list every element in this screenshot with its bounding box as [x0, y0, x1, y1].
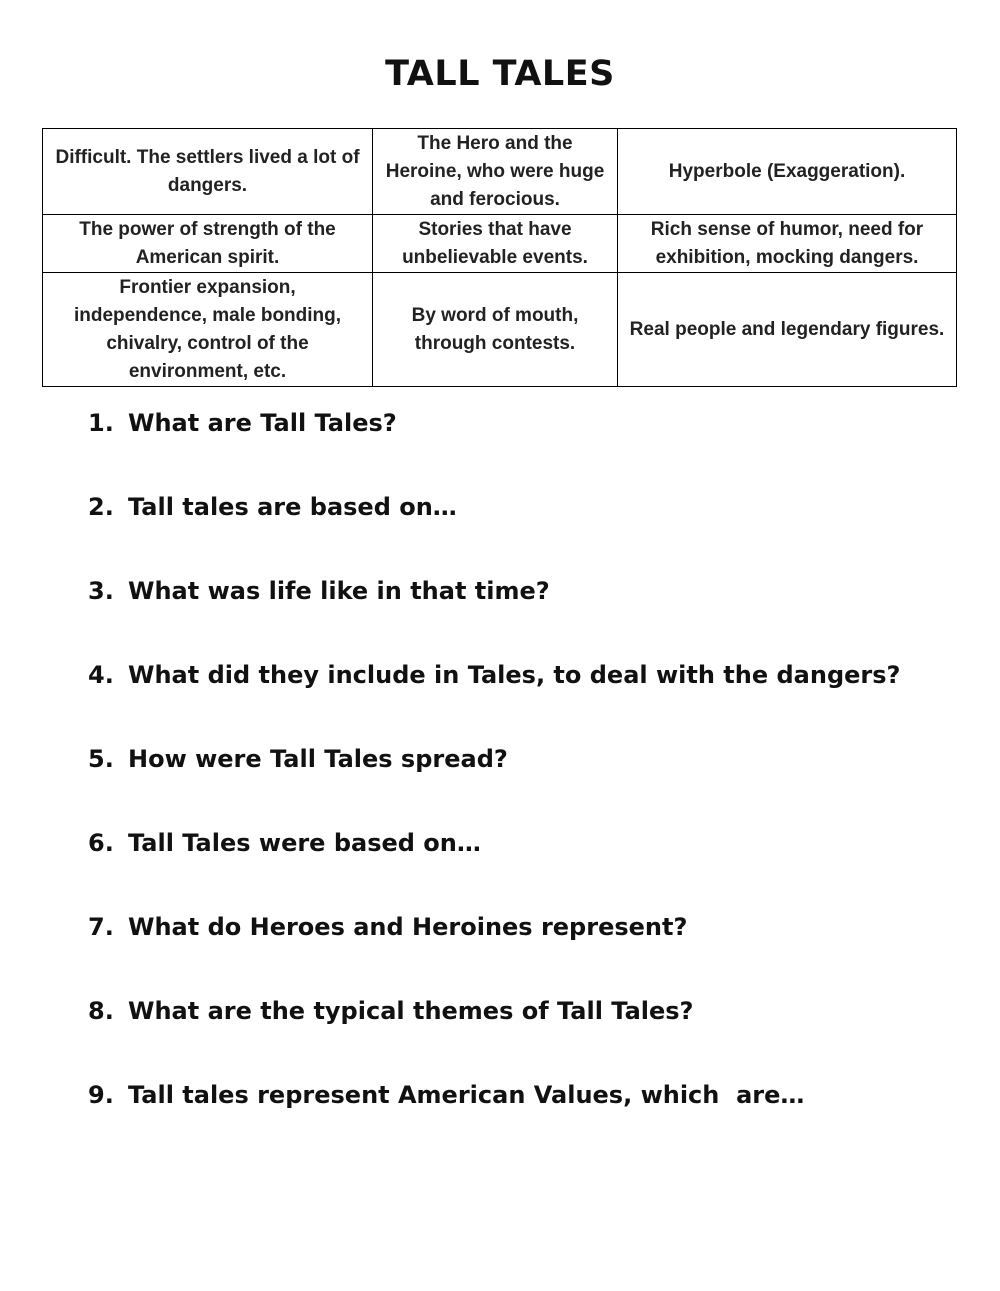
- question-item[interactable]: [88, 913, 900, 997]
- question-text: Tall tales represent American Values, which are…: [128, 1081, 805, 1109]
- answer-cell[interactable]: The Hero and the Heroine, who were huge and ferocious.: [373, 129, 618, 215]
- question-item[interactable]: [88, 493, 900, 577]
- question-item[interactable]: [88, 661, 900, 745]
- question-item[interactable]: [88, 829, 900, 913]
- question-text: Tall tales are based on…: [128, 493, 457, 521]
- question-number: 1.: [88, 409, 114, 437]
- table-row: [43, 215, 957, 273]
- answer-cell[interactable]: By word of mouth, through contests.: [373, 273, 618, 387]
- answer-cell[interactable]: Stories that have unbelievable events.: [373, 215, 618, 273]
- question-text: What do Heroes and Heroines represent?: [128, 913, 688, 941]
- question-text: What are the typical themes of Tall Tales?: [128, 997, 694, 1025]
- question-text: Tall Tales were based on…: [128, 829, 481, 857]
- question-number: 5.: [88, 745, 114, 773]
- table-row: [43, 129, 957, 215]
- question-text: What are Tall Tales?: [128, 409, 397, 437]
- answer-cell[interactable]: Difficult. The settlers lived a lot of dangers.: [43, 129, 373, 215]
- answer-cell[interactable]: Frontier expansion, independence, male bonding, chivalry, control of the environment, etc.: [43, 273, 373, 387]
- question-number: 3.: [88, 577, 114, 605]
- question-text: What did they include in Tales, to deal with the dangers?: [128, 661, 901, 689]
- question-item[interactable]: [88, 997, 900, 1081]
- question-item[interactable]: [88, 1081, 900, 1165]
- question-item[interactable]: [88, 745, 900, 829]
- answer-cell[interactable]: Real people and legendary figures.: [618, 273, 957, 387]
- question-number: 6.: [88, 829, 114, 857]
- answer-table: [42, 128, 957, 387]
- question-number: 8.: [88, 997, 114, 1025]
- question-list: [88, 409, 900, 1165]
- question-item[interactable]: [88, 577, 900, 661]
- question-text: How were Tall Tales spread?: [128, 745, 508, 773]
- question-number: 2.: [88, 493, 114, 521]
- answer-cell[interactable]: Rich sense of humor, need for exhibition, mocking dangers.: [618, 215, 957, 273]
- table-row: [43, 273, 957, 387]
- answer-cell[interactable]: Hyperbole (Exaggeration).: [618, 129, 957, 215]
- page-title: TALL TALES: [385, 54, 615, 94]
- question-item[interactable]: [88, 409, 900, 493]
- question-text: What was life like in that time?: [128, 577, 550, 605]
- answer-cell[interactable]: The power of strength of the American spirit.: [43, 215, 373, 273]
- question-number: 7.: [88, 913, 114, 941]
- question-number: 9.: [88, 1081, 114, 1109]
- question-number: 4.: [88, 661, 114, 689]
